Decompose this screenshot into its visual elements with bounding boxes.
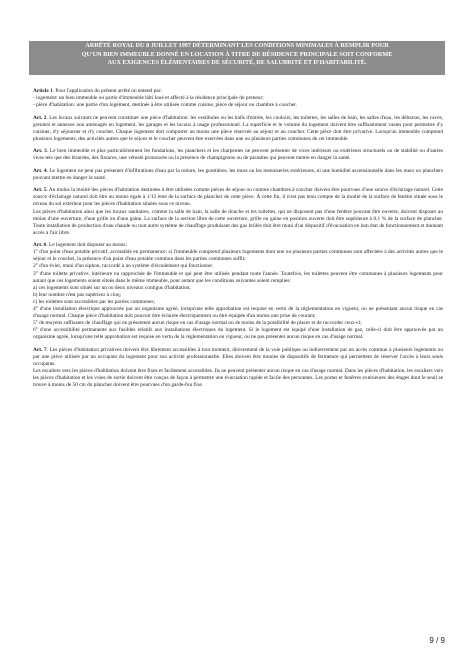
article-text: . Le bien immeuble et plus particulièrement les fondations, les planchers et les charpentes ne peuvent présenter de vices intérieurs ou extérieurs structurels ou de stabilité ou d'autres vices tels que des lézardes, des fissures, une vétusté prononcée ou la présence de champignons ou de parasites qui peuvent mettre en danger la santé.	[33, 148, 443, 162]
article-3	[33, 148, 443, 162]
article-text: . Pour l'application du présent arrêté on entend par:	[52, 88, 162, 94]
article-5	[33, 187, 443, 237]
article-text: 4° d'une installation électrique approuvée par un organisme agréé, lorsqu'une telle approbation est requise en vertu de la réglementation en vigueur, ou ne présentant aucun risque en cas d'usage normal. Chaque pièce d'habitation doit pouvoir être éclairée électriquement ou être équipée d'au moins une prise de courant;	[33, 306, 443, 320]
article-text: b) leur nombre n'est pas supérieur à cinq;	[33, 291, 122, 298]
article-heading: Art. 5	[33, 187, 47, 194]
article-heading: Art. 2	[33, 114, 47, 121]
article-text: a) ces logements sont situés sur un ou deux niveaux contigus d'habitation;	[33, 284, 191, 291]
article-heading: Art. 6	[33, 242, 47, 249]
article-text: c) les toilettes sont accessibles par les parties communes;	[33, 298, 155, 305]
title-line: QU'UN BIEN IMMEUBLE DONNÉ EN LOCATION À TITRE DE RÉSIDENCE PRINCIPALE SOIT CONFORME	[81, 50, 393, 58]
article-text: . Les pièces d'habitation privatives doivent être librement accessibles à tout moment, directement de la voie publique ou indirectement par un accès commun à plusieurs logements ou par une pièce utilisée par un occupant du logement pour son activité professionnelle. Elles doivent être munies de dispositifs de fermeture qui permettent de réserver l'accès à leurs seuls occupants.	[33, 346, 444, 367]
article-text: - pièce d'habitation: une partie d'un logement, destinée à être utilisée comme cuisine, pièce de séjour ou chambre à coucher.	[33, 102, 297, 109]
article-heading: Art. 7	[33, 346, 47, 353]
page-number: 9 / 9	[429, 636, 445, 645]
title-line: AUX EXIGENCES ÉLÉMENTAIRES DE SÉCURITÉ, DE SALUBRITÉ ET D'HABITABILITÉ.	[107, 59, 367, 67]
article-heading: Article 1	[33, 88, 53, 94]
title-line: ARRÊTÉ ROYAL DU 8 JUILLET 1997 DÉTERMINANT LES CONDITIONS MINIMALES À REMPLIR POUR	[85, 42, 389, 49]
article-text: 1° d'un point d'eau potable privatif, accessible en permanence; si l'immeuble comprend plusieurs logements dont une ou plusieurs parties communes sont affectées à des activités autres que le séjour et le coucher, la présence d'un point d'eau potable commun dans les parties communes suffit;	[33, 249, 443, 263]
article-text: . Les locaux suivants ne peuvent constituer une pièce d'habitation: les vestibules ou les halls d'entrée, les couloirs, les toilettes, les salles de bain, les salles d'eau, les débarras, les caves, greniers et annexes non aménagés en logement, les garages et les locaux à usage professionnel. La superficie et le volume du logement doivent être suffisamment vastes pour permettre d'y cuisiner, d'y séjourner et d'y coucher. Chaque logement doit comporter au moins une pièce réservée au séjour et au coucher. Cette pièce doit être privative. Lorsqu'un immeuble comprend plusieurs logements, des activités autres que le séjour et le coucher peuvent être exercées dans une ou plusieurs parties communes de cet immeuble.	[33, 114, 443, 142]
article-7	[33, 347, 443, 390]
article-text: 2° d'un évier, muni d'un siphon, raccordé à un système d'écoulement qui fonctionne;	[33, 263, 213, 270]
article-text: 3° d'une toilette privative, intérieure ou rapprochée de l'immeuble et qui peut être utilisée pendant toute l'année. Toutefois, les toilettes peuvent être communes à plusieurs logements pour autant que ces logements soient situés dans le même immeuble, pour autant que les conditions suivantes soient remplies:	[33, 270, 443, 284]
article-1	[33, 88, 443, 109]
article-text: . Le logement doit disposer au moins:	[46, 242, 127, 249]
article-2	[33, 115, 443, 143]
article-text: Les pièces d'habitation ainsi que les locaux sanitaires, comme la salle de bain, la salle de douche et les toilettes, qui ne disposent pas d'une fenêtre pouvant être ouverte, doivent disposer au moins d'une ouverture, d'une grille ou d'une gaine. La surface de la section libre de cette ouverture, grille ou gaine en position ouverte doit être supérieure à 0,1 % de la surface de plancher. Toute installation de production d'eau chaude ou tout autre système de chauffage produisant des gaz brûlés doit être muni d'un dispositif d'évacuation en bon état de fonctionnement et donnant accès à l'air libre.	[33, 208, 443, 236]
article-heading: Art. 3	[33, 148, 47, 155]
article-text: . Le logement ne peut pas présenter d'infiltrations d'eau par la toiture, les gouttières, les murs ou les menuiseries extérieures, ni une humidité ascensionnelle dans les murs ou planchers pouvant mettre en danger la santé.	[33, 167, 443, 181]
title-banner	[29, 41, 445, 75]
article-4	[33, 168, 443, 182]
article-6	[33, 242, 443, 341]
article-text: 5° de moyens suffisants de chauffage qui ne présentent aucun risque en cas d'usage normal ou de moins de la possibilité de placer et de raccorder ceux-ci;	[33, 320, 362, 327]
article-text: . Au moins la moitié des pièces d'habitation destinées à être utilisées comme pièces de séjour ou comme chambres à coucher doivent être pourvues d'une source d'éclairage naturel. Cette source d'éclairage naturel doit être au moins égale à 1/12 ème de la surface de plancher de cette pièce. À cette fin, il n'est pas tenu compte de la moitié de la surface de fenêtre située sous le niveau du sol extérieur pour les pièces d'habitation situées sous ce niveau.	[33, 187, 443, 208]
article-text: 6° d'une accessibilité permanente aux fusibles relatifs aux installations électriques du logement. Si le logement est équipé d'une installation de gaz, celle-ci doit être approuvée par un organisme agréé, lorsqu'une telle approbation est requise en vertu de la réglementation en vigueur, ou ne pas présenter aucun risque en cas d'usage normal.	[33, 327, 443, 341]
article-text: - logement: un bien immeuble ou partie d'immeuble bâti loué et affecté à la résidence principale du preneur;	[33, 95, 264, 102]
article-text: Les escaliers vers les pièces d'habitation doivent être fixes et facilement accessibles. Ils ne peuvent présenter aucun risque en cas d'usage normal. Dans les pièces d'habitation, les escaliers vers les pièces d'habitation et les voies de sortie doivent être conçus de façon à permettre une évacuation rapide et facile des personnes. Les portes et fenêtres extérieures des étages dont le seuil se trouve à moins de 50 cm du plancher doivent être pourvues d'un garde-fou fixe.	[33, 368, 443, 389]
document-body	[33, 88, 443, 395]
article-heading: Art. 4	[33, 167, 47, 174]
